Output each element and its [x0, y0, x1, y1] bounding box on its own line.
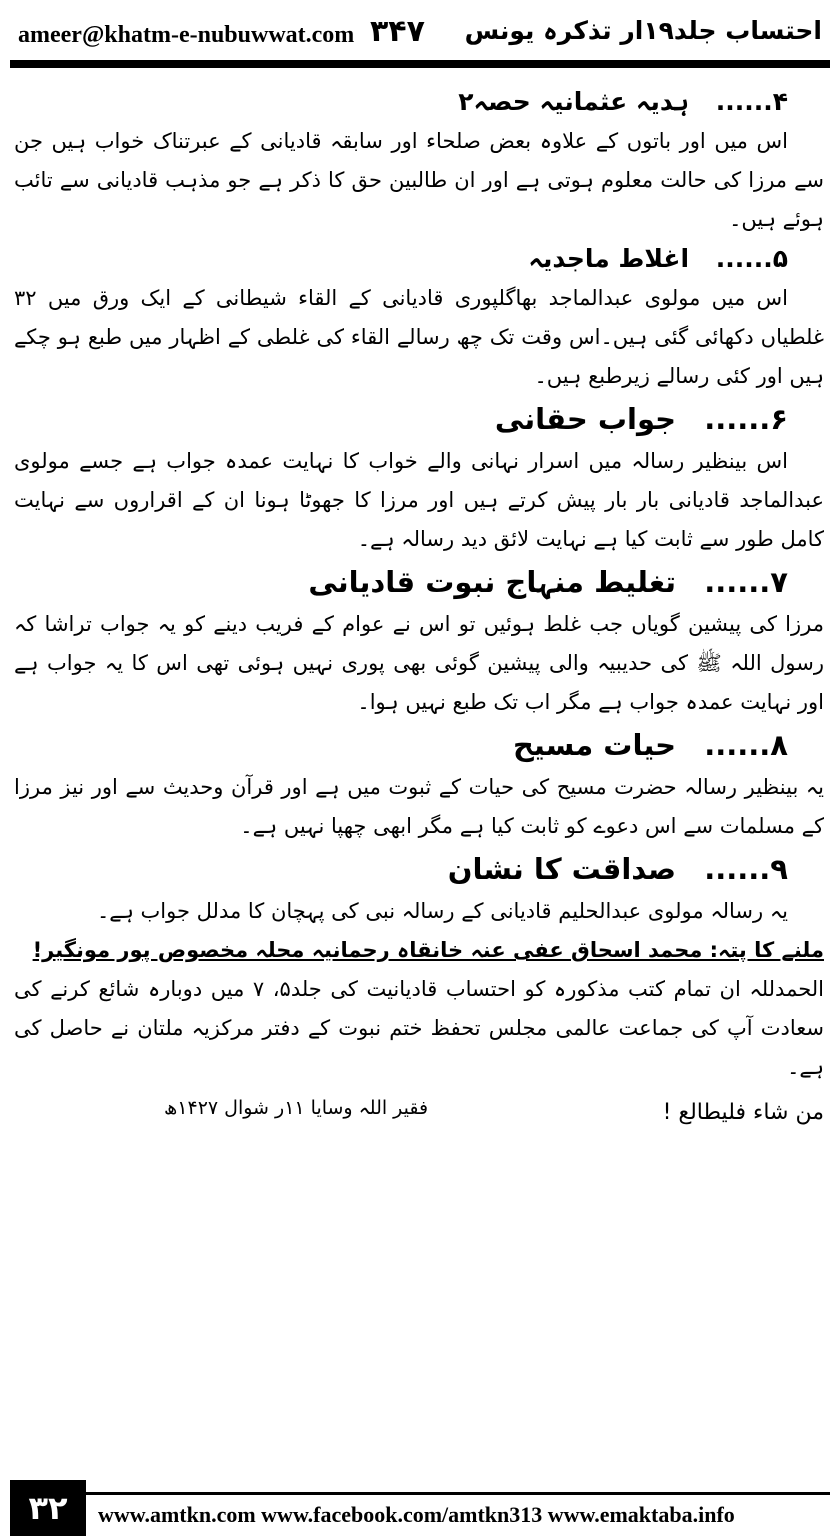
section-text: مرزا کی پیشین گویاں جب غلط ہوئیں تو اس نے عوام کے فریب دینے کو یہ جواب تراشا کہ رسول اللہ ﷺ کی حدیبیہ والی پیشین گوئی بھی پوری نہیں ہوئی تھی اس کا یہ جواب ہے اور نہایت عمدہ جواب ہے مگر اب تک طبع نہیں ہوا۔: [14, 612, 824, 714]
address-line: ملنے کا پتہ: محمد اسحاق عفی عنہ خانقاہ رحمانیہ محلہ مخصوص پور مونگیر!: [32, 938, 824, 962]
section-number: ۸: [770, 728, 788, 762]
section-title: جواب حقانی: [494, 402, 677, 436]
section-dots: ......: [704, 565, 771, 599]
section-text: یہ بینظیر رسالہ حضرت مسیح کی حیات کے ثبوت میں ہے اور قرآن وحدیث سے اور نیز مرزا کے مسلمات سے اس دعوے کو ثابت کیا ہے مگر ابھی چھپا نہیں ہے۔: [14, 775, 824, 838]
header-page-number: ۳۴۷: [370, 14, 425, 49]
section-heading-5: [14, 239, 824, 279]
section-title: تغلیط منہاج نبوت قادیانی: [308, 565, 677, 599]
section-dots: ......: [704, 402, 771, 436]
section-text: اس میں اور باتوں کے علاوہ بعض صلحاء اور سابقہ قادیانی کے عبرتناک خواب ہیں جن سے مرزا کی حالت معلوم ہوتی ہے اور ان طالبین حق کا ذکر ہے جو مذہب قادیانی سے تائب ہوئے ہیں۔: [14, 129, 824, 231]
header-email[interactable]: ameer@khatm-e-nubuwwat.com: [18, 22, 355, 48]
section-heading-4: [14, 82, 824, 122]
section-heading-6: [14, 396, 824, 442]
section-number: ۷: [770, 565, 788, 599]
page-footer: [0, 1474, 840, 1540]
footer-page-box: ۳۲: [10, 1480, 86, 1536]
section-number: ۵: [772, 244, 788, 273]
header-book-title: احتساب جلد۱۹ار تذکرہ یونس: [464, 16, 822, 45]
header-rule: [10, 60, 830, 68]
section-dots: ......: [704, 728, 771, 762]
signature-row: [14, 1089, 824, 1131]
section-dots: ......: [715, 87, 773, 116]
section-number: ۶: [770, 402, 788, 436]
page-body: [14, 82, 824, 1477]
section-text: اس میں مولوی عبدالماجد بھاگلپوری قادیانی کے القاء شیطانی کے ایک ورق میں ۳۲ غلطیاں دکھائی گئی ہیں۔اس وقت تک چھ رسالے القاء کی غلطی کے اظہار میں طبع ہو چکے ہیں اور کئی رسالے زیرطبع ہیں۔: [14, 286, 824, 388]
closing-paragraph: الحمدللہ ان تمام کتب مذکورہ کو احتساب قادیانیت کی جلد۵، ۷ میں دوبارہ شائع کرنے کی سعادت آپ کی جماعت عالمی مجلس تحفظ ختم نبوت کے دفتر مرکزیہ ملتان نے حاصل کی ہے۔: [14, 977, 824, 1079]
footer-links[interactable]: www.amtkn.com www.facebook.com/amtkn313 www.emaktaba.info: [98, 1502, 735, 1527]
section-title: صداقت کا نشان: [447, 852, 677, 886]
section-heading-8: [14, 722, 824, 768]
section-heading-9: [14, 846, 824, 892]
closing-phrase: من شاء فليطالع !: [662, 1100, 824, 1125]
signature: فقیر اللہ وسایا ۱۱ر شوال ۱۴۲۷ھ: [164, 1097, 429, 1119]
section-number: ۴: [772, 87, 788, 116]
section-title: اغلاط ماجدیہ: [528, 244, 690, 273]
section-number: ۹: [770, 852, 788, 886]
page-header: [0, 0, 840, 66]
footer-rule: [10, 1492, 830, 1495]
section-text: اس بینظیر رسالہ میں اسرار نہانی والے خواب کا نہایت عمدہ جواب ہے جسے مولوی عبدالماجد قادیانی بار بار پیش کرتے ہیں اور مرزا کا جھوٹا ہونا ان کے اقراروں سے نہایت کامل طور سے ثابت کیا ہے نہایت لائق دید رسالہ ہے۔: [14, 449, 824, 551]
section-title: حیات مسیح: [513, 728, 677, 762]
section-heading-7: [14, 559, 824, 605]
section-title: ہدیہ عثمانیہ حصہ۲: [458, 87, 690, 116]
section-dots: ......: [704, 852, 771, 886]
section-text: یہ رسالہ مولوی عبدالحلیم قادیانی کے رسالہ نبی کی پہچان کا مدلل جواب ہے۔: [96, 899, 788, 923]
section-dots: ......: [715, 244, 773, 273]
